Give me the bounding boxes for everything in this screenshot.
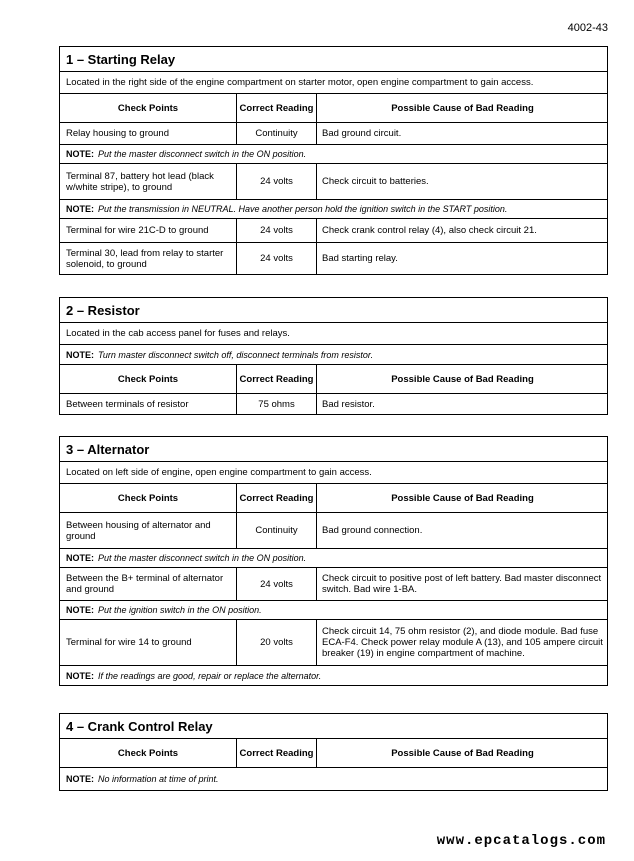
- note-text: If the readings are good, repair or replace the alternator.: [98, 670, 322, 681]
- note-row: [60, 665, 607, 685]
- section-title: 4 – Crank Control Relay: [66, 718, 213, 734]
- section-alternator: [59, 436, 608, 686]
- section-title: 1 – Starting Relay: [66, 51, 176, 67]
- header-check-points: Check Points: [60, 484, 237, 512]
- section-title: 2 – Resistor: [66, 302, 140, 318]
- check-point: Between housing of alternator and ground: [60, 513, 237, 548]
- header-correct-reading: Correct Reading: [237, 484, 317, 512]
- correct-reading: 24 volts: [237, 164, 317, 199]
- check-point: Terminal for wire 21C-D to ground: [60, 219, 237, 242]
- header-possible-cause: Possible Cause of Bad Reading: [391, 492, 534, 504]
- note-row: [60, 548, 607, 567]
- note-text: Put the ignition switch in the ON position.: [98, 605, 262, 615]
- page-number: 4002-43: [567, 22, 608, 34]
- check-point: Between terminals of resistor: [60, 394, 237, 414]
- header-correct-reading: Correct Reading: [237, 739, 317, 767]
- table-row: [60, 512, 607, 548]
- check-point: Terminal 30, lead from relay to starter solenoid, to ground: [60, 243, 237, 274]
- header-check-points: Check Points: [60, 94, 237, 122]
- header-possible-cause: Possible Cause of Bad Reading: [391, 747, 534, 759]
- note-row: [60, 199, 607, 218]
- correct-reading: 24 volts: [237, 568, 317, 600]
- possible-cause: Check circuit 14, 75 ohm resistor (2), and diode module. Bad fuse ECA-F4. Check power relay module A (13), and 105 ampere circuit breaker (19) in engine compartment of machine.: [322, 626, 603, 659]
- table-row: [60, 122, 607, 144]
- section-resistor: [59, 297, 608, 415]
- location-text: Located on left side of engine, open engine compartment to gain access.: [60, 461, 607, 483]
- note-label: NOTE:: [66, 204, 94, 214]
- table-header: [60, 738, 607, 767]
- check-point: Terminal 87, battery hot lead (black w/white stripe), to ground: [60, 164, 237, 199]
- possible-cause: Check circuit to batteries.: [322, 176, 429, 187]
- header-correct-reading: Correct Reading: [237, 365, 317, 393]
- header-possible-cause: Possible Cause of Bad Reading: [391, 373, 534, 385]
- header-possible-cause: Possible Cause of Bad Reading: [391, 102, 534, 114]
- note-label: NOTE:: [66, 774, 94, 784]
- possible-cause: Bad starting relay.: [322, 253, 398, 264]
- possible-cause: Check crank control relay (4), also check circuit 21.: [322, 225, 537, 236]
- location-text: Located in the right side of the engine compartment on starter motor, open engine compartment to gain access.: [60, 71, 607, 93]
- correct-reading: 75 ohms: [237, 394, 317, 414]
- check-point: Relay housing to ground: [60, 123, 237, 144]
- section-title: 3 – Alternator: [66, 441, 150, 457]
- note-label: NOTE:: [66, 553, 94, 563]
- note-label: NOTE:: [66, 149, 94, 159]
- correct-reading: Continuity: [237, 123, 317, 144]
- check-point: Terminal for wire 14 to ground: [60, 620, 237, 665]
- correct-reading: 24 volts: [237, 243, 317, 274]
- table-header: [60, 93, 607, 122]
- note-text: Put the master disconnect switch in the ON position.: [98, 553, 307, 563]
- header-check-points: Check Points: [60, 365, 237, 393]
- note-row: [60, 600, 607, 619]
- correct-reading: 20 volts: [237, 620, 317, 665]
- section-crank-control-relay: [59, 713, 608, 791]
- note-label: NOTE:: [66, 605, 94, 615]
- note-row: [60, 767, 607, 790]
- table-row: [60, 218, 607, 242]
- note-text: Put the master disconnect switch in the ON position.: [98, 149, 307, 159]
- table-header: [60, 483, 607, 512]
- table-row: [60, 393, 607, 414]
- table-row: [60, 567, 607, 600]
- section-starting-relay: [59, 46, 608, 275]
- note-text: No information at time of print.: [98, 774, 219, 784]
- note-text: Turn master disconnect switch off, disconnect terminals from resistor.: [98, 349, 374, 360]
- note-row: [60, 144, 607, 163]
- correct-reading: Continuity: [237, 513, 317, 548]
- possible-cause: Bad ground connection.: [322, 525, 423, 536]
- header-check-points: Check Points: [60, 739, 237, 767]
- check-point: Between the B+ terminal of alternator and ground: [60, 568, 237, 600]
- table-row: [60, 242, 607, 274]
- footer-url: www.epcatalogs.com: [436, 833, 606, 849]
- location-text: Located in the cab access panel for fuses and relays.: [60, 322, 607, 344]
- note-label: NOTE:: [66, 670, 94, 681]
- table-header: [60, 364, 607, 393]
- note-row: [60, 344, 607, 364]
- header-correct-reading: Correct Reading: [237, 94, 317, 122]
- note-text: Put the transmission in NEUTRAL. Have another person hold the ignition switch in the START position.: [98, 204, 508, 214]
- possible-cause: Check circuit to positive post of left battery. Bad master disconnect switch. Bad wire 1-BA.: [322, 573, 602, 595]
- possible-cause: Bad ground circuit.: [322, 128, 402, 139]
- table-row: [60, 163, 607, 199]
- correct-reading: 24 volts: [237, 219, 317, 242]
- possible-cause: Bad resistor.: [322, 398, 375, 410]
- note-label: NOTE:: [66, 349, 94, 360]
- table-row: [60, 619, 607, 665]
